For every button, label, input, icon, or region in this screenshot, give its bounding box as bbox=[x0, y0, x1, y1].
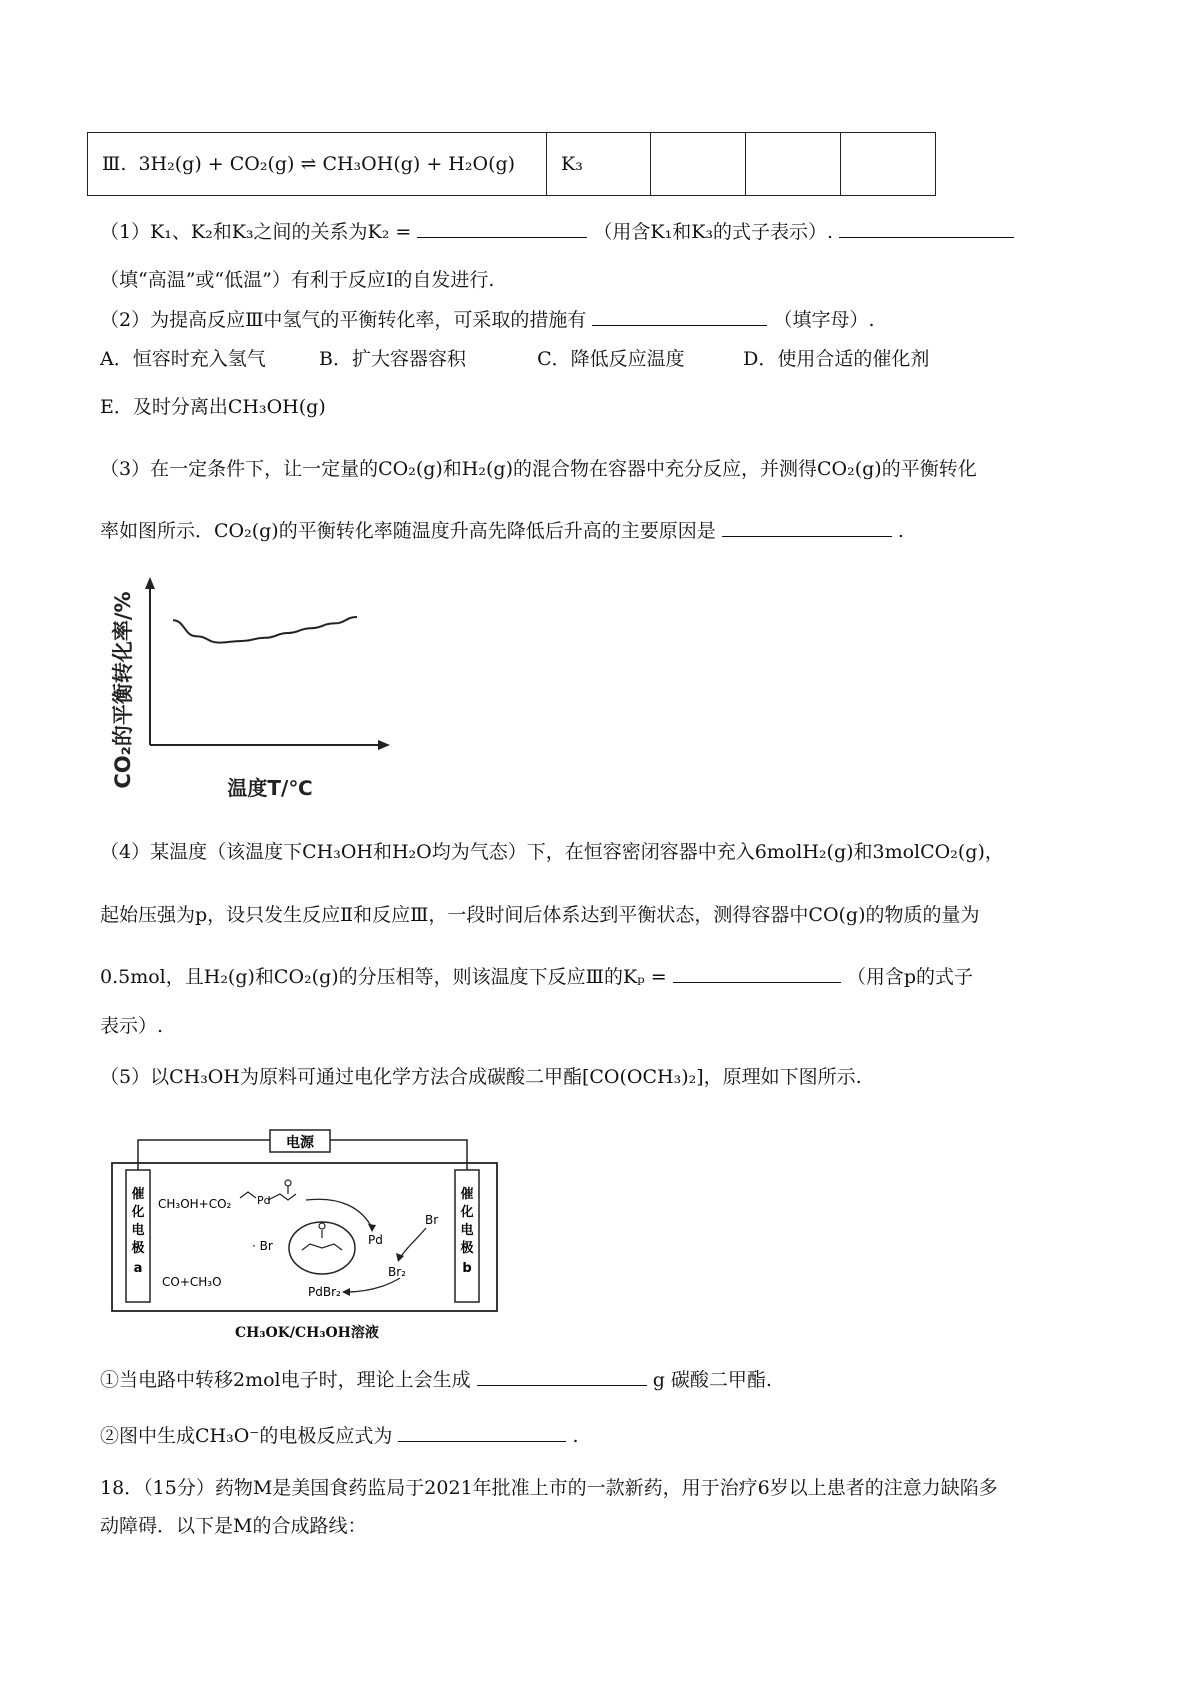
k-cell bbox=[547, 133, 651, 196]
q4-blank[interactable] bbox=[673, 964, 841, 983]
carbonate-structure-icon bbox=[302, 1223, 342, 1250]
q5-stem: （5）以CH₃OH为原料可通过电化学方法合成碳酸二甲酯[CO(OCH₃)₂]，原理如下图所示. bbox=[100, 1066, 862, 1088]
q5-sub2-stem: ②图中生成CH₃O⁻的电极反应式为 bbox=[100, 1425, 393, 1447]
option-d: D．使用合适的催化剂 bbox=[743, 348, 930, 370]
empty-cell bbox=[746, 133, 841, 196]
q1-blank-1[interactable] bbox=[417, 219, 587, 238]
br-radical-label: · Br bbox=[252, 1239, 273, 1253]
species-co-ch3o: CO+CH₃O bbox=[162, 1275, 222, 1289]
q4-line4: 表示）. bbox=[100, 1015, 164, 1037]
chart-series-group bbox=[173, 617, 357, 643]
q3-line1: （3）在一定条件下，让一定量的CO₂(g)和H₂(g)的混合物在容器中充分反应，并测得CO₂(g)的平衡转化 bbox=[100, 458, 977, 480]
q2-stem bbox=[100, 306, 875, 334]
q1-line1 bbox=[100, 218, 1014, 246]
wire bbox=[138, 1140, 270, 1170]
q5-sub2-period: . bbox=[572, 1425, 579, 1447]
chart-svg bbox=[100, 575, 400, 810]
chart-ylabel: CO₂的平衡转化率/% bbox=[111, 591, 135, 789]
electrolysis-diagram bbox=[110, 1128, 505, 1348]
x-axis-arrow bbox=[378, 740, 390, 750]
q5-sub1 bbox=[100, 1366, 772, 1394]
pdbr2-label: PdBr₂ bbox=[308, 1285, 341, 1299]
reaction-table bbox=[87, 132, 936, 196]
q18-line2: 动障碍．以下是M的合成路线： bbox=[100, 1515, 367, 1537]
q3-blank[interactable] bbox=[722, 518, 892, 537]
q2-hint: （填字母）. bbox=[773, 309, 875, 331]
q5-sub1-unit: g 碳酸二甲酯. bbox=[652, 1369, 772, 1391]
q2-blank[interactable] bbox=[592, 307, 767, 326]
q1-blank-2[interactable] bbox=[839, 219, 1014, 238]
empty-cell bbox=[651, 133, 746, 196]
q3-line2 bbox=[100, 517, 904, 545]
q4-line1: （4）某温度（该温度下CH₃OH和H₂O均为气态）下，在恒容密闭容器中充入6molH₂(g)和3molCO₂(g)， bbox=[100, 841, 1004, 863]
pd-label: Pd bbox=[368, 1233, 383, 1247]
option-a: A．恒容时充入氢气 bbox=[100, 348, 266, 370]
chart-xlabel: 温度T/℃ bbox=[227, 776, 313, 800]
q5-blank-2[interactable] bbox=[398, 1423, 566, 1442]
q4-line2: 起始压强为p，设只发生反应Ⅱ和反应Ⅲ，一段时间后体系达到平衡状态，测得容器中CO(g)的物质的量为 bbox=[100, 904, 980, 926]
q1-hint: （用含K₁和K₃的式子表示）. bbox=[593, 221, 834, 243]
br-label: Br bbox=[425, 1213, 439, 1227]
k-label: K₃ bbox=[561, 153, 583, 175]
empty-cell bbox=[841, 133, 936, 196]
conversion-curve bbox=[173, 617, 357, 643]
option-e: E．及时分离出CH₃OH(g) bbox=[100, 396, 326, 418]
table-row bbox=[88, 133, 936, 196]
q5-sub1-stem: ①当电路中转移2mol电子时，理论上会生成 bbox=[100, 1369, 471, 1391]
q1-stem: （1）K₁、K₂和K₃之间的关系为K₂ = bbox=[100, 221, 412, 243]
wire bbox=[330, 1140, 467, 1170]
electrode-b-label: 催化电极 b bbox=[460, 1187, 474, 1276]
option-c: C．降低反应温度 bbox=[537, 348, 685, 370]
q1-line2: （填“高温”或“低温”）有利于反应Ⅰ的自发进行. bbox=[100, 269, 495, 291]
q3-stem: 率如图所示．CO₂(g)的平衡转化率随温度升高先降低后升高的主要原因是 bbox=[100, 520, 716, 542]
conversion-chart bbox=[100, 575, 400, 810]
q4-line3 bbox=[100, 963, 973, 991]
diagram-svg bbox=[110, 1128, 505, 1348]
br2-label: Br₂ bbox=[388, 1265, 406, 1279]
y-axis-arrow bbox=[145, 577, 155, 589]
solution-label: CH₃OK/CH₃OH溶液 bbox=[235, 1325, 379, 1341]
reaction-equation-cell bbox=[88, 133, 547, 196]
pd-label-top: Pd bbox=[257, 1194, 271, 1207]
power-source-label: 电源 bbox=[286, 1135, 314, 1151]
reaction-equation: 3H₂(g) + CO₂(g) ⇌ CH₃OH(g) + H₂O(g) bbox=[138, 153, 516, 175]
option-b: B．扩大容器容积 bbox=[319, 348, 467, 370]
species-ch3oh-co2: CH₃OH+CO₂ bbox=[158, 1197, 232, 1211]
reaction-label: Ⅲ. bbox=[102, 153, 127, 175]
q5-blank-1[interactable] bbox=[477, 1367, 647, 1386]
q4-stem: 0.5mol，且H₂(g)和CO₂(g)的分压相等，则该温度下反应Ⅲ的Kₚ = bbox=[100, 966, 667, 988]
q3-period: . bbox=[897, 520, 904, 542]
q5-sub2 bbox=[100, 1422, 578, 1450]
q18-line1: 18．（15分）药物M是美国食药监局于2021年批准上市的一款新药，用于治疗6岁以上患者的注意力缺陷多 bbox=[100, 1477, 998, 1499]
q4-hint: （用含p的式子 bbox=[846, 966, 973, 988]
reaction-arrows bbox=[306, 1199, 426, 1292]
q2-stem-text: （2）为提高反应Ⅲ中氢气的平衡转化率，可采取的措施有 bbox=[100, 309, 587, 331]
electrode-a-label: 催化电极 a bbox=[131, 1187, 145, 1276]
q2-options bbox=[100, 345, 929, 373]
